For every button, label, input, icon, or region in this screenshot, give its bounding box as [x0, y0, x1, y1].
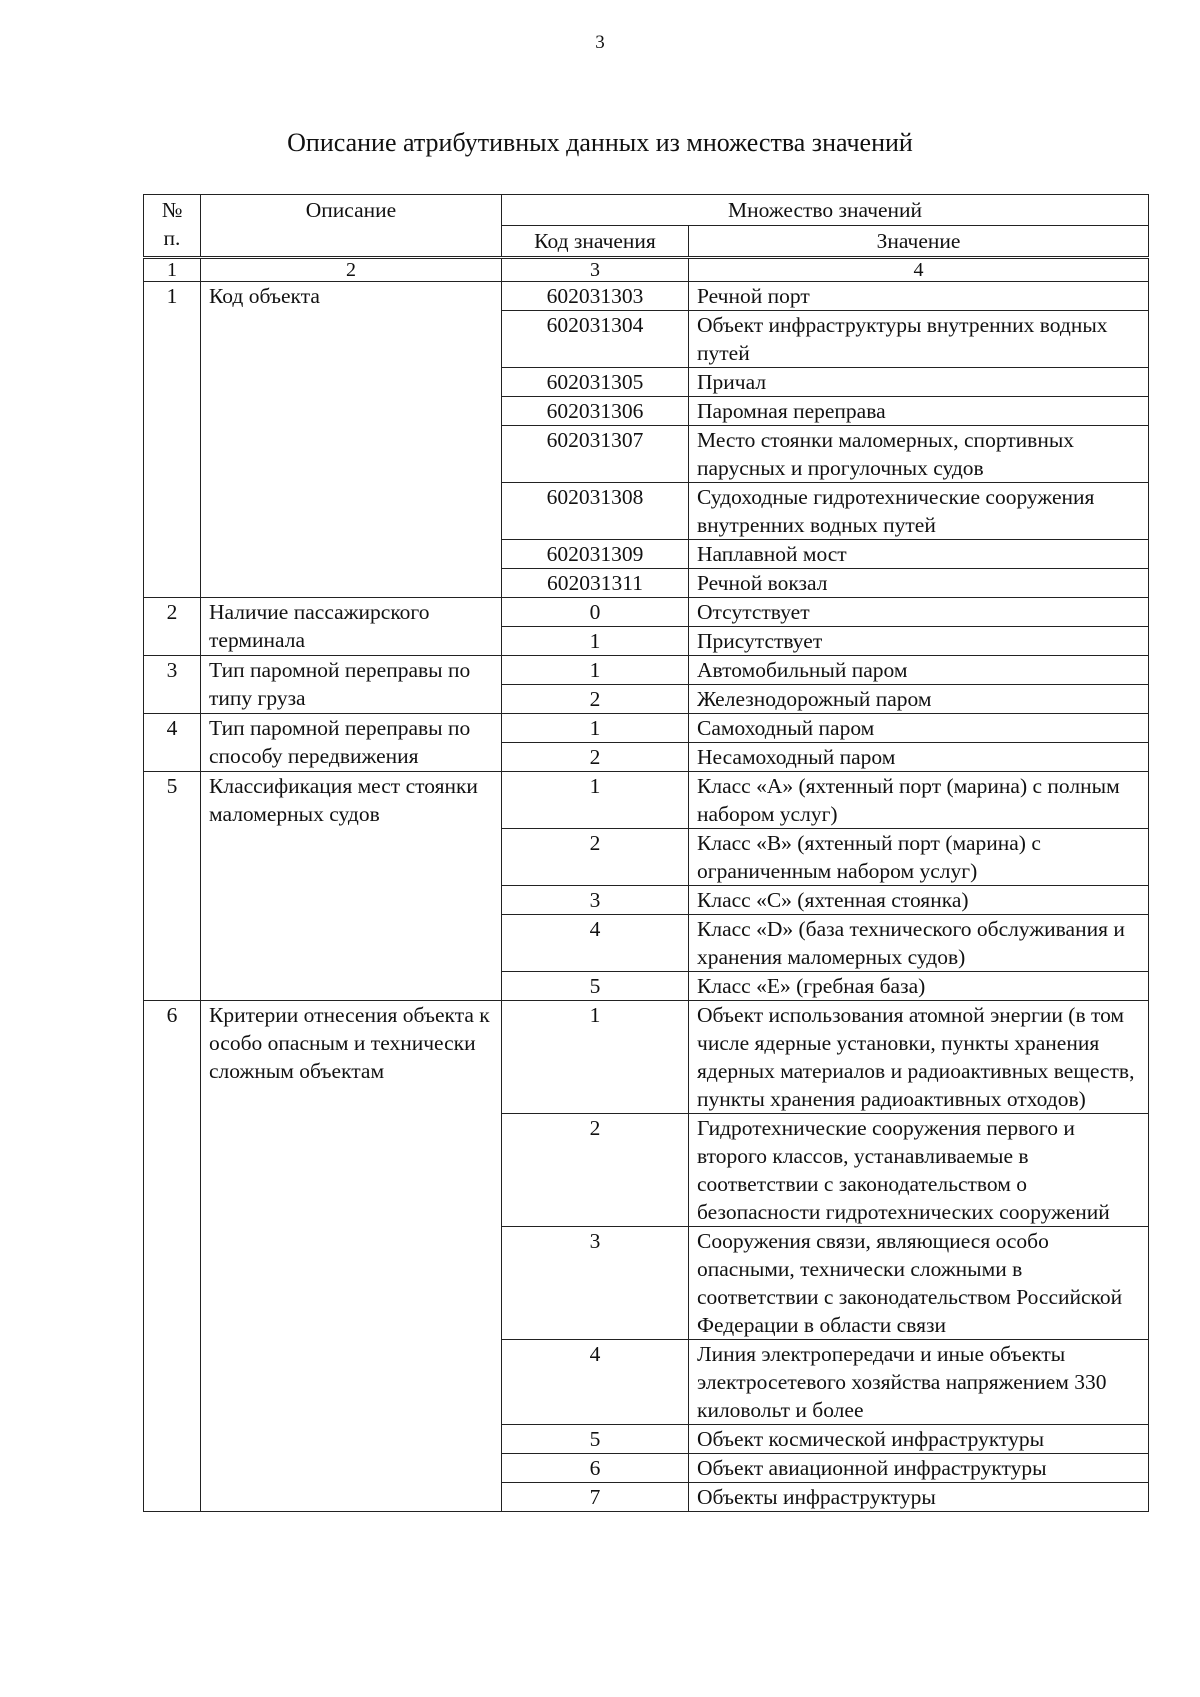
- value-code: 1: [502, 1001, 689, 1114]
- value-code: 602031308: [502, 483, 689, 540]
- attribute-description: Код объекта: [201, 282, 502, 598]
- attribute-description: Тип паромной переправы по типу груза: [201, 656, 502, 714]
- value-code: 602031307: [502, 426, 689, 483]
- value-text: Речной вокзал: [689, 569, 1149, 598]
- page-title: Описание атрибутивных данных из множества значений: [287, 128, 913, 157]
- attribute-description: Классификация мест стоянки маломерных судов: [201, 772, 502, 1001]
- value-code: 602031303: [502, 282, 689, 311]
- value-code: 2: [502, 743, 689, 772]
- value-code: 602031309: [502, 540, 689, 569]
- value-code: 602031306: [502, 397, 689, 426]
- value-text: Класс «C» (яхтенная стоянка): [689, 886, 1149, 915]
- value-text: Отсутствует: [689, 598, 1149, 627]
- table-row: [144, 1001, 1149, 1114]
- value-text: Класс «E» (гребная база): [689, 972, 1149, 1001]
- header-value: Значение: [689, 226, 1149, 258]
- value-text: Класс «B» (яхтенный порт (марина) с ограниченным набором услуг): [689, 829, 1149, 886]
- row-number: 5: [144, 772, 201, 1001]
- value-code: 0: [502, 598, 689, 627]
- header-row-top: [144, 195, 1149, 226]
- value-text: Судоходные гидротехнические сооружения внутренних водных путей: [689, 483, 1149, 540]
- value-code: 1: [502, 627, 689, 656]
- attribute-description: Критерии отнесения объекта к особо опасным и технически сложным объектам: [201, 1001, 502, 1512]
- value-text: Автомобильный паром: [689, 656, 1149, 685]
- attribute-description: Наличие пассажирского терминала: [201, 598, 502, 656]
- value-text: Линия электропередачи и иные объекты электросетевого хозяйства напряжением 330 киловольт и более: [689, 1340, 1149, 1425]
- value-text: Объект инфраструктуры внутренних водных путей: [689, 311, 1149, 368]
- value-code: 6: [502, 1454, 689, 1483]
- row-number: 2: [144, 598, 201, 656]
- value-text: Самоходный паром: [689, 714, 1149, 743]
- value-code: 1: [502, 772, 689, 829]
- attributes-table: [143, 194, 1149, 1512]
- value-code: 1: [502, 656, 689, 685]
- row-number: 6: [144, 1001, 201, 1512]
- value-code: 3: [502, 1227, 689, 1340]
- value-code: 7: [502, 1483, 689, 1512]
- value-text: Объект авиационной инфраструктуры: [689, 1454, 1149, 1483]
- value-text: Объекты инфраструктуры: [689, 1483, 1149, 1512]
- header-value-set: Множество значений: [502, 195, 1149, 226]
- column-number: 3: [502, 258, 689, 282]
- value-code: 1: [502, 714, 689, 743]
- column-number: 2: [201, 258, 502, 282]
- value-code: 5: [502, 1425, 689, 1454]
- value-code: 2: [502, 829, 689, 886]
- value-code: 602031305: [502, 368, 689, 397]
- value-text: Гидротехнические сооружения первого и второго классов, устанавливаемые в соответствии с законодательством о безопасности гидротехнических сооружений: [689, 1114, 1149, 1227]
- value-code: 602031311: [502, 569, 689, 598]
- value-text: Объект космической инфраструктуры: [689, 1425, 1149, 1454]
- value-text: Объект использования атомной энергии (в том числе ядерные установки, пункты хранения ядерных материалов и радиоактивных веществ, пункты хранения радиоактивных отходов): [689, 1001, 1149, 1114]
- value-text: Речной порт: [689, 282, 1149, 311]
- value-text: Место стоянки маломерных, спортивных парусных и прогулочных судов: [689, 426, 1149, 483]
- value-text: Сооружения связи, являющиеся особо опасными, технически сложными в соответствии с законодательством Российской Федерации в области связи: [689, 1227, 1149, 1340]
- value-code: 2: [502, 685, 689, 714]
- table-row: [144, 772, 1149, 829]
- value-text: Класс «A» (яхтенный порт (марина) с полным набором услуг): [689, 772, 1149, 829]
- value-code: 602031304: [502, 311, 689, 368]
- value-code: 2: [502, 1114, 689, 1227]
- value-text: Паромная переправа: [689, 397, 1149, 426]
- table-row: [144, 282, 1149, 311]
- page-number: 3: [595, 32, 605, 53]
- value-code: 4: [502, 1340, 689, 1425]
- value-code: 3: [502, 886, 689, 915]
- table-row: [144, 598, 1149, 627]
- value-text: Присутствует: [689, 627, 1149, 656]
- value-code: 5: [502, 972, 689, 1001]
- column-number: 4: [689, 258, 1149, 282]
- header-description: Описание: [201, 195, 502, 258]
- value-code: 4: [502, 915, 689, 972]
- column-number-row: [144, 258, 1149, 282]
- table-row: [144, 714, 1149, 743]
- value-text: Железнодорожный паром: [689, 685, 1149, 714]
- row-number: 1: [144, 282, 201, 598]
- attribute-description: Тип паромной переправы по способу передвижения: [201, 714, 502, 772]
- row-number: 3: [144, 656, 201, 714]
- row-number: 4: [144, 714, 201, 772]
- header-no: № п.: [144, 195, 201, 258]
- column-number: 1: [144, 258, 201, 282]
- value-text: Несамоходный паром: [689, 743, 1149, 772]
- header-code: Код значения: [502, 226, 689, 258]
- table-row: [144, 656, 1149, 685]
- value-text: Класс «D» (база технического обслуживания и хранения маломерных судов): [689, 915, 1149, 972]
- value-text: Наплавной мост: [689, 540, 1149, 569]
- value-text: Причал: [689, 368, 1149, 397]
